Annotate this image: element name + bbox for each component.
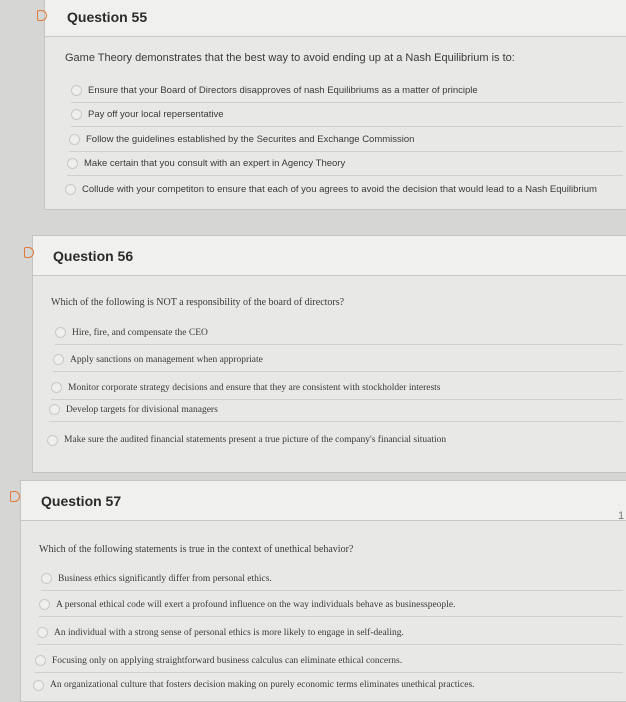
q56-radio-4[interactable] <box>49 404 60 415</box>
q55-option-4[interactable] <box>67 152 623 176</box>
q56-radio-1[interactable] <box>55 327 66 338</box>
q57-option-5-label: An organizational culture that fosters decision making on purely economic terms eliminates unethical practices. <box>50 680 475 690</box>
q57-option-5[interactable] <box>33 673 623 697</box>
q57-option-1[interactable] <box>41 567 623 591</box>
question-55-panel <box>44 0 626 210</box>
q57-radio-1[interactable] <box>41 573 52 584</box>
q55-option-3-label: Follow the guidelines established by the Securites and Exchange Commission <box>86 134 415 145</box>
q57-option-2-label: A personal ethical code will exert a profound influence on the way individuals behave as businesspeople. <box>56 599 456 610</box>
edge-number: 1 <box>618 510 625 522</box>
q57-option-3-label: An individual with a strong sense of personal ethics is more likely to engage in self-dealing. <box>54 627 404 638</box>
q55-option-3[interactable] <box>69 128 623 152</box>
q57-option-1-label: Business ethics significantly differ from personal ethics. <box>58 573 272 584</box>
question-56-panel <box>32 235 626 473</box>
q56-option-4-label: Develop targets for divisional managers <box>66 404 218 415</box>
q56-option-1-label: Hire, fire, and compensate the CEO <box>72 327 208 338</box>
q56-option-2[interactable] <box>53 348 623 372</box>
q57-option-2[interactable] <box>39 593 623 617</box>
question-57-panel <box>20 480 626 702</box>
question-55-prompt: Game Theory demonstrates that the best way to avoid ending up at a Nash Equilibrium is to: <box>65 52 515 64</box>
q55-option-1-label: Ensure that your Board of Directors disapproves of nash Equilibriums as a matter of principle <box>88 85 478 96</box>
q56-option-5[interactable] <box>47 428 623 452</box>
question-56-title: Question 56 <box>53 248 134 264</box>
q57-option-4[interactable] <box>35 649 623 673</box>
q55-radio-2[interactable] <box>71 109 82 120</box>
question-56-prompt: Which of the following is NOT a responsibility of the board of directors? <box>51 297 345 308</box>
q56-radio-5[interactable] <box>47 435 58 446</box>
q55-option-2[interactable] <box>71 103 623 127</box>
q55-option-4-label: Make certain that you consult with an expert in Agency Theory <box>84 158 346 169</box>
q55-radio-4[interactable] <box>67 158 78 169</box>
q56-option-3-label: Monitor corporate strategy decisions and ensure that they are consistent with stockholder interests <box>68 382 441 393</box>
q56-radio-3[interactable] <box>51 382 62 393</box>
q57-radio-2[interactable] <box>39 599 50 610</box>
q55-option-2-label: Pay off your local repersentative <box>88 109 224 120</box>
question-57-status-icon <box>10 491 20 502</box>
q55-option-5[interactable] <box>65 177 623 201</box>
q57-option-4-label: Focusing only on applying straightforward business calculus can eliminate ethical concerns. <box>52 655 403 666</box>
q56-option-4[interactable] <box>49 398 623 422</box>
q56-option-3[interactable] <box>51 376 623 400</box>
q56-option-1[interactable] <box>55 321 623 345</box>
q56-radio-2[interactable] <box>53 354 64 365</box>
q57-radio-5[interactable] <box>33 680 44 691</box>
q55-option-1[interactable] <box>71 79 623 103</box>
q55-radio-1[interactable] <box>71 85 82 96</box>
q57-radio-3[interactable] <box>37 627 48 638</box>
question-57-prompt: Which of the following statements is true in the context of unethical behavior? <box>39 544 354 555</box>
question-55-title: Question 55 <box>67 9 148 25</box>
question-57-title: Question 57 <box>41 493 122 509</box>
q56-option-5-label: Make sure the audited financial statements present a true picture of the company's financial situation <box>64 435 447 445</box>
q55-option-5-label: Collude with your competiton to ensure that each of you agrees to avoid the decision that would lead to a Nash Equilibrium <box>82 183 597 195</box>
q55-radio-3[interactable] <box>69 134 80 145</box>
q56-option-2-label: Apply sanctions on management when appropriate <box>70 354 263 365</box>
q57-radio-4[interactable] <box>35 655 46 666</box>
q57-option-3[interactable] <box>37 621 623 645</box>
q55-radio-5[interactable] <box>65 184 76 195</box>
